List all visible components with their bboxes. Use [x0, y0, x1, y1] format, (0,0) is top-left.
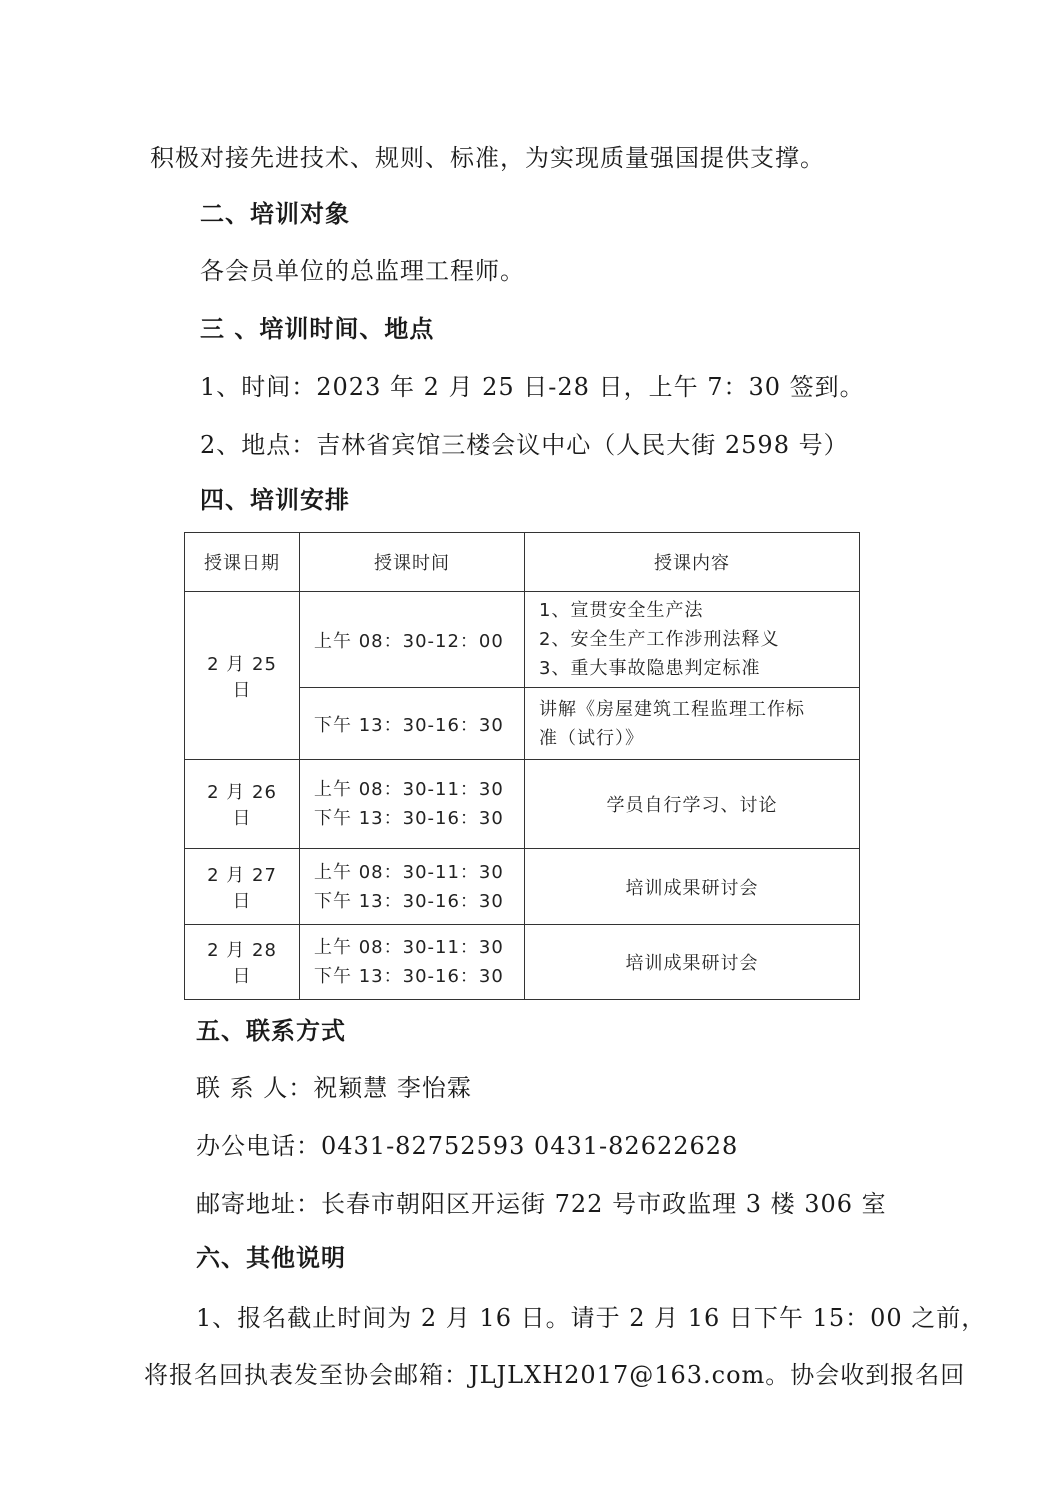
time-line: 下午 13：30-16：30 — [314, 714, 504, 736]
time-line: 下午 13：30-16：30 — [314, 966, 504, 987]
content-line: 3、重大事故隐患判定标准 — [539, 658, 761, 679]
row-time — [300, 688, 525, 760]
time-line: 上午 08：30-12：00 — [314, 630, 504, 652]
time-line: 下午 13：30-16：30 — [314, 890, 504, 912]
time-line: 上午 08：30-11：30 — [314, 937, 504, 958]
table-header-row — [185, 533, 860, 592]
section-3-place: 2、地点：吉林省宾馆三楼会议中心（人民大街 2598 号） — [200, 431, 849, 459]
section-3-heading: 三 、培训时间、地点 — [200, 315, 435, 343]
table-row — [185, 849, 860, 925]
table-row — [185, 760, 860, 849]
section-2-body: 各会员单位的总监理工程师。 — [200, 257, 525, 285]
row-time — [300, 849, 525, 925]
row-time — [300, 592, 525, 688]
row-content: 培训成果研讨会 — [525, 849, 860, 925]
time-line: 上午 08：30-11：30 — [314, 779, 504, 800]
section-2-heading: 二、培训对象 — [200, 200, 350, 228]
content-line: 准（试行）》 — [539, 727, 644, 749]
row-time — [300, 760, 525, 849]
section-5-contact: 联 系 人：祝颖慧 李怡霖 — [196, 1074, 472, 1102]
table-row — [185, 592, 860, 688]
row-time — [300, 925, 525, 1000]
section-3-time: 1、时间：2023 年 2 月 25 日-28 日，上午 7：30 签到。 — [200, 373, 865, 401]
content-line: 讲解《房屋建筑工程监理工作标 — [539, 698, 805, 720]
section-5-phone: 办公电话：0431-82752593 0431-82622628 — [196, 1132, 739, 1160]
header-date: 授课日期 — [185, 533, 300, 592]
content-line: 2、安全生产工作涉刑法释义 — [539, 629, 780, 650]
row-content — [525, 688, 860, 760]
time-line: 下午 13：30-16：30 — [314, 808, 504, 829]
section-4-heading: 四、培训安排 — [200, 486, 350, 514]
section-6-heading: 六、其他说明 — [196, 1244, 346, 1272]
row-content — [525, 592, 860, 688]
section-6-line-2: 将报名回执表发至协会邮箱：JLJLXH2017@163.com。协会收到报名回 — [144, 1361, 966, 1389]
section-5-heading: 五、联系方式 — [196, 1017, 346, 1045]
intro-paragraph-line: 积极对接先进技术、规则、标准，为实现质量强国提供支撑。 — [150, 144, 825, 172]
time-line: 上午 08：30-11：30 — [314, 861, 504, 883]
row-content: 培训成果研讨会 — [525, 925, 860, 1000]
row-content: 学员自行学习、讨论 — [525, 760, 860, 849]
header-time: 授课时间 — [300, 533, 525, 592]
row-date: 2 月 28 日 — [185, 925, 300, 1000]
row-date: 2 月 26 日 — [185, 760, 300, 849]
header-content: 授课内容 — [525, 533, 860, 592]
table-row — [185, 925, 860, 1000]
section-5-address: 邮寄地址：长春市朝阳区开运街 722 号市政监理 3 楼 306 室 — [196, 1190, 887, 1218]
content-line: 1、宣贯安全生产法 — [539, 600, 704, 621]
row-date: 2 月 27 日 — [185, 849, 300, 925]
schedule-table — [184, 532, 860, 1000]
row-date: 2 月 25 日 — [185, 592, 300, 760]
section-6-line-1: 1、报名截止时间为 2 月 16 日。请于 2 月 16 日下午 15：00 之前， — [196, 1304, 987, 1332]
